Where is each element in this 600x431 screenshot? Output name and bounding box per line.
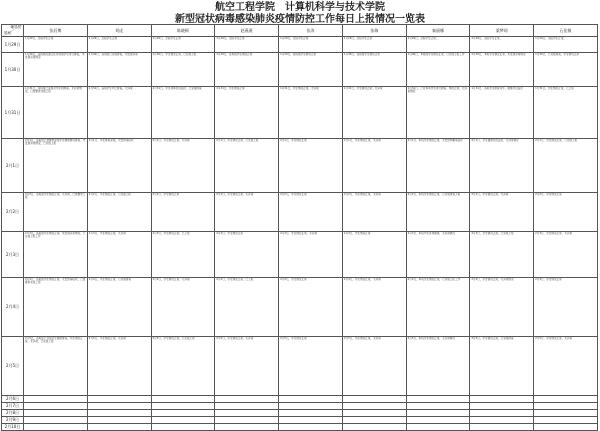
report-cell: 1月31日，学生情况正常，已上报 [534,87,598,139]
report-cell: 2月5日，学生情况正常，无异常 [215,337,279,396]
report-cell: 1月30日，各班级学生情况正常 [342,53,406,87]
report-cell: 2月4日，学生情况正常，无异常 [342,278,406,337]
report-cell [406,410,470,417]
table-row [2,193,598,232]
report-cell [215,403,279,410]
report-cell: 2月3日，学生情况正常 [342,232,406,278]
counselor-header: 赵燕燕 [215,25,279,37]
report-cell [279,403,343,410]
report-cell: 2月4日，学生情况正常，无异常 [151,278,215,337]
table-body [2,37,598,431]
report-cell [342,417,406,424]
report-cell [24,417,88,424]
report-cell: 1月30日，学生情况正常，已完成上报 [151,53,215,87]
report-cell: 2月3日，学生情况正常，无异常 [279,232,343,278]
report-cell: 2月5日，学生情况正常，无异常 [87,337,151,396]
table-row [2,53,598,87]
report-cell [534,417,598,424]
report-cell: 1月30日，已完成排查，学生情况正常 [534,53,598,87]
report-cell [87,396,151,403]
report-cell: 2月2日，各班级学生情况正常，无异常，已按要求上报 [24,193,88,232]
counselor-header: 秦丽娜 [406,25,470,37]
report-cell: 2月2日，学生情况正常 [279,193,343,232]
report-cell [151,417,215,424]
report-cell: 2月4日，学生情况正常，无异常情况 [470,278,534,337]
date-cell: 2月1日 [2,139,24,193]
report-cell: 1月31日，学生情况正常 [215,87,279,139]
date-cell: 2月9日 [2,417,24,424]
report-cell: 2月3日，各班级学生情况正常，未发现异常情况，已完成上报工作 [24,232,88,278]
report-cell: 2月1日，学生情况正常，已完成上报 [534,139,598,193]
report-cell [470,403,534,410]
report-cell: 2月4日，学生情况正常 [534,278,598,337]
report-cell: 2月5日，学生情况正常，已完成上报 [151,337,215,396]
report-cell: 2月5日，本班学生情况正常，无异常情况 [406,337,470,396]
report-cell: 2月2日，学生情况正常，无异常 [470,193,534,232]
date-cell: 2月5日 [2,337,24,396]
report-cell [215,410,279,417]
report-cell: 1月31日，学生情况正常，无异常 [279,87,343,139]
report-cell: 2月1日，学生健康状况良好，无异常情况 [470,139,534,193]
report-cell: 1月30日，各班级学生情况正常 [215,53,279,87]
report-cell: 1月31日，学生情况正常，无异常 [342,87,406,139]
table-row [2,87,598,139]
date-cell: 1月29日 [2,37,24,53]
report-cell: 1月29日，全院学生正常 [151,37,215,53]
report-cell [151,424,215,431]
counselor-header: 陈晓枫 [151,25,215,37]
date-cell: 2月6日 [2,396,24,403]
date-cell: 2月10日 [2,424,24,431]
report-cell [406,417,470,424]
report-cell: 2月3日，学生情况正常 [215,232,279,278]
report-cell: 1月29日，全院学生正常， [406,37,470,53]
report-cell [342,396,406,403]
report-cell [151,396,215,403]
title-block [0,0,600,26]
report-cell: 1月31日，学生身体状况良好，已完成排查 [151,87,215,139]
report-cell: 1月30日，本班级学生情况正常，已完成上报工作 [406,53,470,87]
report-cell: 2月5日，学生情况正常 [279,337,343,396]
date-cell: 1月31日 [2,87,24,139]
report-cell: 2月1日，学生情况正常，无异常 [342,139,406,193]
report-cell [534,403,598,410]
report-cell: 2月2日，学生情况正常，无异常 [342,193,406,232]
corner-label-time: 时间 [4,31,11,35]
report-cell: 1月31日，各班级已完成对学生的排查，无异常情况，已按要求完成上报 [24,87,88,139]
report-cell [406,403,470,410]
report-cell [215,417,279,424]
report-cell [342,403,406,410]
report-cell [87,410,151,417]
report-cell: 2月1日，学生情况正常，无异常 [151,139,215,193]
report-cell: 2月1日，各班级已按要求完成学生健康情况排查，未发现异常情况，已完成上报 [24,139,88,193]
date-cell: 2月3日 [2,232,24,278]
report-cell: 2月3日，学生情况正常，无异常 [87,232,151,278]
report-cell [534,410,598,417]
report-cell [470,417,534,424]
report-cell [470,424,534,431]
report-cell: 2月2日，本班学生情况正常，已完成排查上报 [406,193,470,232]
report-cell: 2月2日，学生情况正常，无异常 [215,193,279,232]
report-cell: 2月1日，学生情况正常 [279,139,343,193]
report-cell [151,410,215,417]
table-row [2,403,598,410]
table-row [2,37,598,53]
table-row [2,232,598,278]
report-cell: 2月1日，学生情况正常，已完成上报 [215,139,279,193]
date-cell: 1月30日 [2,53,24,87]
report-cell [342,410,406,417]
report-cell [24,410,88,417]
report-cell [87,403,151,410]
report-cell: 1月29日，全院学生正常 [215,37,279,53]
report-cell: 2月2日，学生情况正常 [151,193,215,232]
report-cell: 2月3日，学生情况正常，已上报 [151,232,215,278]
report-cell: 2月5日，学生情况正常，无异常 [534,337,598,396]
counselor-header: 石佳敏 [534,25,598,37]
report-cell [279,424,343,431]
date-cell: 2月7日 [2,403,24,410]
report-cell: 2月4日，学生情况正常 [279,278,343,337]
report-cell: 2月4日，学生情况正常，已上报 [215,278,279,337]
report-cell [151,403,215,410]
table-row [2,417,598,424]
report-cell: 1月30日，各班级学生情况正常 [279,53,343,87]
counselor-header: 张涛 [279,25,343,37]
header-row [2,25,598,37]
counselor-header: 刘虎 [87,25,151,37]
report-cell: 2月4日，学生情况正常，已完成排查 [87,278,151,337]
date-cell: 2月4日 [2,278,24,337]
report-cell [279,396,343,403]
report-cell: 1月29日，全院学生正常， [534,37,598,53]
report-table [1,24,598,431]
report-cell: 1月30日，各班级班委正在对班级学生进行排查，未发现异常情况 [24,53,88,87]
report-cell [279,417,343,424]
report-cell [470,396,534,403]
table-row [2,396,598,403]
report-cell [24,403,88,410]
table-row [2,278,598,337]
report-cell: 2月3日，学生情况正常，已完成上报 [470,232,534,278]
report-cell: 2月3日，本班学生身体健康，无异常情况 [406,232,470,278]
report-cell [534,396,598,403]
report-cell: 2月5日，学生情况正常，已完成排查 [470,337,534,396]
report-cell: 2月2日，学生情况正常 [534,193,598,232]
counselor-header: 张辰博 [24,25,88,37]
report-cell [24,424,88,431]
report-cell: 2月5日，各班级已完成学生健康排查，学生情况正常，无异常，已完成上报 [24,337,88,396]
date-cell: 2月2日 [2,193,24,232]
report-cell [534,424,598,431]
report-cell [87,417,151,424]
corner-label-counselor: 辅导员 [10,25,21,29]
report-cell: 1月30日，各班级已完成排查，未发现异常 [87,53,151,87]
report-cell: 1月30日，本班学生情况正常，未发现异常情况 [470,53,534,87]
report-cell [342,424,406,431]
report-cell: 1月31日，各班学生均已排查，无异常 [87,87,151,139]
report-cell: 1月31日，已对本班学生进行排查，情况正常，无异常情况 [406,87,470,139]
report-cell: 1月31日，各班学生排查完毕，健康状况良好 [470,87,534,139]
title-line-1: 航空工程学院 计算机科学与技术学院 [215,2,385,13]
report-cell [406,396,470,403]
report-cell: 1月29日，全院学生正常 [342,37,406,53]
report-cell: 1月29日，全院学生正常 [279,37,343,53]
table-row [2,139,598,193]
report-cell: 2月4日，各班级学生情况正常，无发热等症状，已按要求完成上报 [24,278,88,337]
report-cell [215,396,279,403]
date-cell: 2月8日 [2,410,24,417]
report-cell: 2月4日，本班学生情况正常，已完成上报工作 [406,278,470,337]
report-cell [87,424,151,431]
report-cell: 1月29日，全院学生正常 [87,37,151,53]
counselor-header: 梁梦琼 [470,25,534,37]
corner-header [2,25,24,37]
table-row [2,424,598,431]
table-row [2,410,598,417]
report-cell: 1月29日，全院学生正常， [470,37,534,53]
report-cell [215,424,279,431]
report-cell [279,410,343,417]
report-cell [406,424,470,431]
report-cell: 1月29日，全院学生正常 [24,37,88,53]
title-line-2: 新型冠状病毒感染肺炎疫情防控工作每日上报情况一览表 [175,14,425,25]
table-row [2,337,598,396]
report-cell: 2月3日，学生情况正常，无异常 [534,232,598,278]
report-cell: 2月1日，学生排查完成，无发热等症状 [87,139,151,193]
report-cell: 2月5日，学生情况正常，无异常 [342,337,406,396]
report-cell [470,410,534,417]
report-cell [24,396,88,403]
counselor-header: 张瑞 [342,25,406,37]
report-cell: 2月1日，本班学生情况正常，无发热咳嗽等症状 [406,139,470,193]
report-cell: 2月2日，学生情况正常，已完成上报 [87,193,151,232]
